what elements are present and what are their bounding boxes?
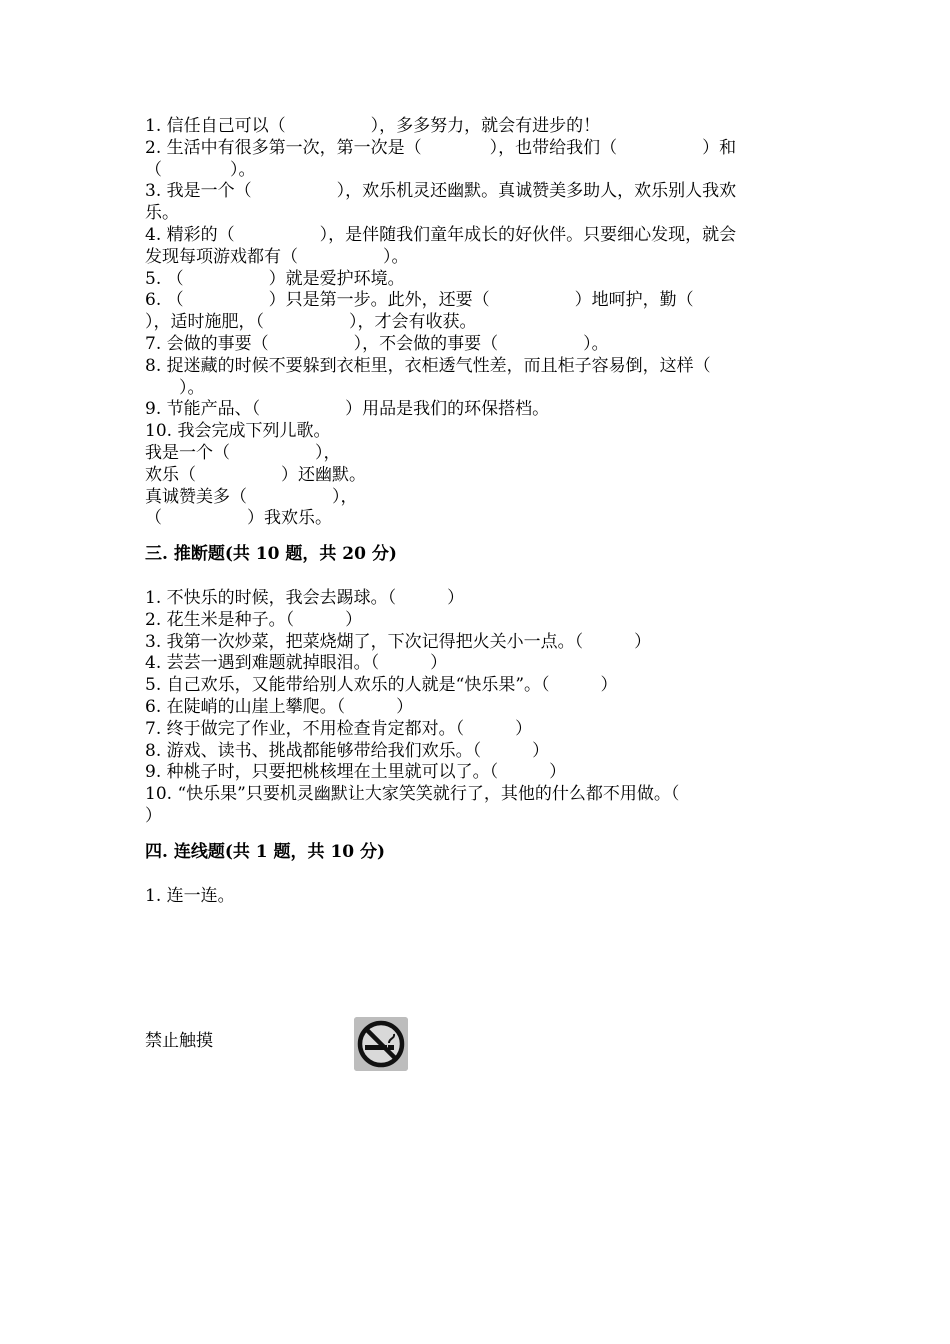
question-item: 3. 我第一次炒菜，把菜烧煳了，下次记得把火关小一点。（ ） (145, 631, 652, 652)
question-item: 2. 花生米是种子。（ ） (145, 609, 363, 630)
text-line: 7. 会做的事要（ ），不会做的事要（ ）。 (145, 333, 609, 354)
text-line: 欢乐（ ）还幽默。 (145, 464, 366, 485)
text-line: （ ）。 (145, 159, 256, 180)
text-line: （ ）我欢乐。 (145, 508, 332, 529)
text-line: ），适时施肥，（ ），才会有收获。 (145, 312, 477, 333)
text-line: 8. 捉迷藏的时候不要躲到衣柜里，衣柜透气性差，而且柜子容易倒，这样（ (145, 355, 711, 376)
section-heading: 四. 连线题(共 1 题，共 10 分) (145, 841, 386, 862)
judgement-section (145, 588, 815, 828)
text-line: 真诚赞美多（ ）， (145, 486, 358, 507)
text-line: 乐。 (145, 203, 179, 224)
text-line: 10. 我会完成下列儿歌。 (145, 421, 331, 442)
text-line: 9. 节能产品、（ ）用品是我们的环保搭档。 (145, 399, 550, 420)
question-item: ） (145, 805, 162, 826)
question-item: 5. 自己欢乐，又能带给别人欢乐的人就是“快乐果”。（ ） (145, 675, 618, 696)
text-line: ）。 (145, 377, 205, 398)
fill-in-blank-section (145, 116, 815, 530)
matching-area (145, 907, 815, 1127)
text-line: 4. 精彩的（ ），是伴随我们童年成长的好伙伴。只要细心发现，就会 (145, 224, 737, 245)
question-item: 7. 终于做完了作业，不用检查肯定都对。（ ） (145, 718, 533, 739)
question-item: 8. 游戏、读书、挑战都能够带给我们欢乐。（ ） (145, 740, 550, 761)
section-heading: 三. 推断题(共 10 题，共 20 分) (145, 544, 397, 565)
question-item: 1. 不快乐的时候，我会去踢球。（ ） (145, 587, 465, 608)
text-line: 我是一个（ ）， (145, 442, 341, 463)
text-line: 3. 我是一个（ ），欢乐机灵还幽默。真诚赞美多助人，欢乐别人我欢 (145, 181, 737, 202)
question-item: 10. “快乐果”只要机灵幽默让大家笑笑就行了，其他的什么都不用做。（ (145, 784, 680, 805)
worksheet-page (145, 116, 815, 1127)
text-line: 2. 生活中有很多第一次，第一次是（ ），也带给我们（ ）和 (145, 137, 737, 158)
question-item: 9. 种桃子时，只要把桃核埋在土里就可以了。（ ） (145, 762, 567, 783)
text-line: 6. （ ）只是第一步。此外，还要（ ）地呵护，勤（ (145, 290, 694, 311)
question-item: 1. 连一连。 (145, 885, 235, 906)
match-label: 禁止触摸 (145, 1031, 213, 1052)
no-smoking-icon (354, 1017, 408, 1071)
text-line: 发现每项游戏都有（ ）。 (145, 246, 409, 267)
question-item: 6. 在陡峭的山崖上攀爬。（ ） (145, 696, 414, 717)
question-item: 4. 芸芸一遇到难题就掉眼泪。（ ） (145, 653, 448, 674)
text-line: 5. （ ）就是爱护环境。 (145, 268, 405, 289)
text-line: 1. 信任自己可以（ ），多多努力，就会有进步的！ (145, 116, 601, 136)
